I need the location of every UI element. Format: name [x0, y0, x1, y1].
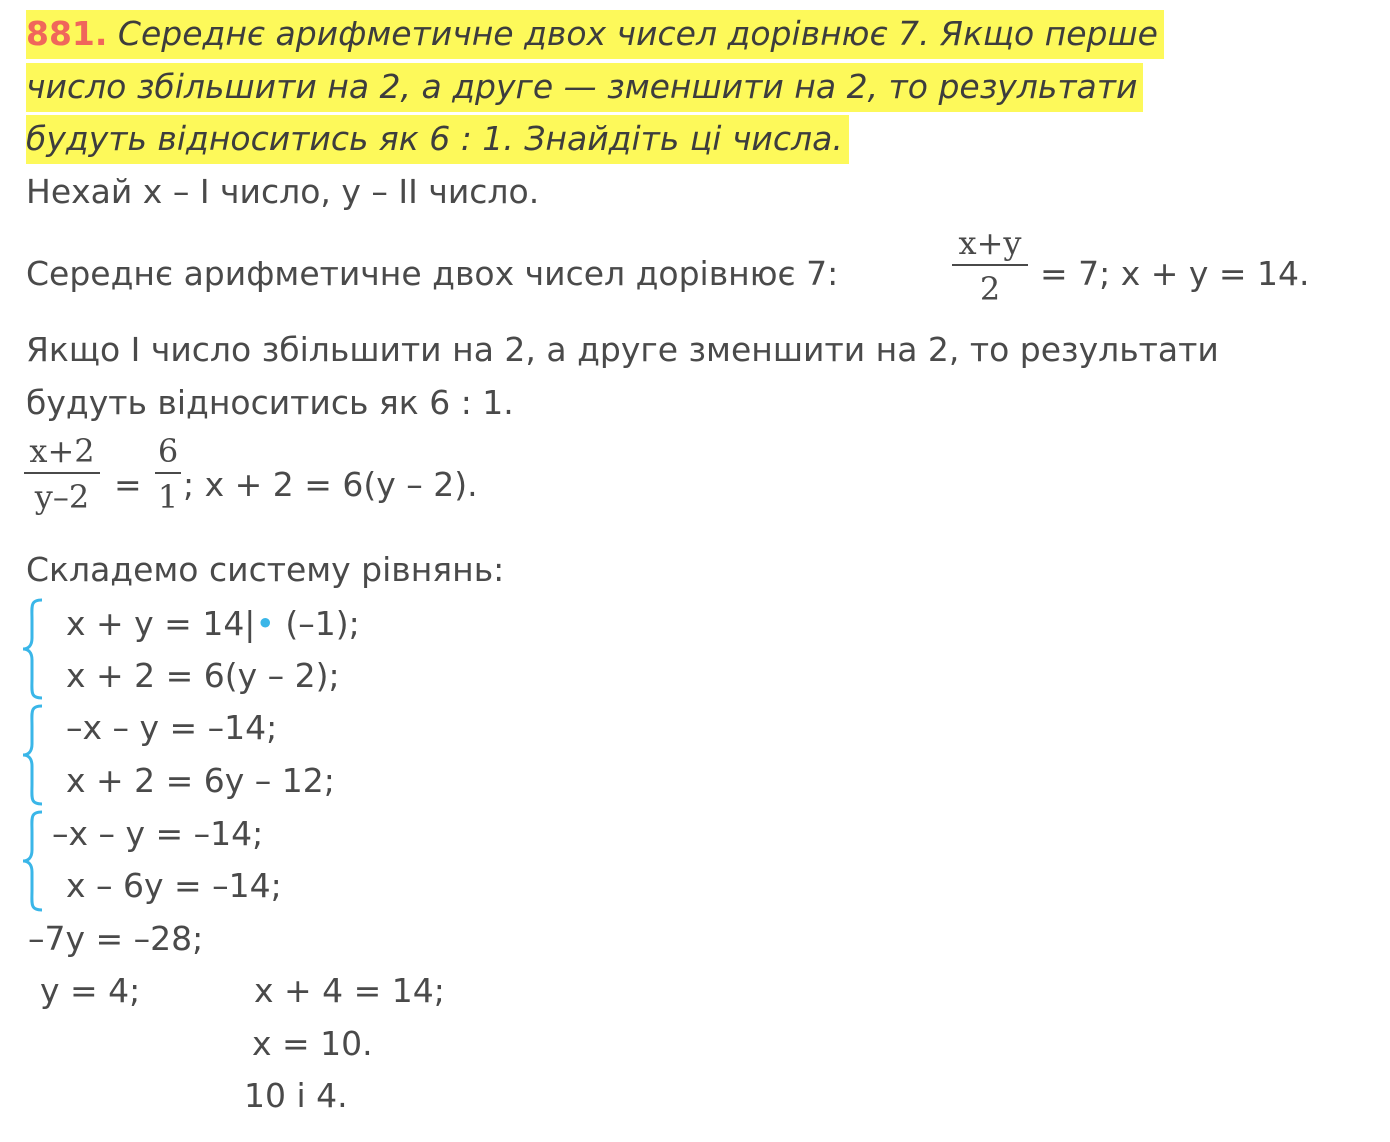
multiply-dot: • — [255, 604, 275, 643]
step-y-value: y = 4; — [40, 971, 141, 1010]
fraction-bar — [155, 472, 181, 474]
ratio-fraction-2 — [155, 432, 181, 516]
mean-result: = 7; x + y = 14. — [1040, 254, 1310, 293]
mean-fraction — [952, 224, 1028, 308]
task-text-3: будуть відноситись як 6 : 1. Знайдіть ці числа. — [26, 115, 849, 164]
ratio-fraction-1 — [24, 432, 100, 516]
mean-text: Середнє арифметичне двох чисел дорівнює 7: — [26, 254, 839, 293]
ratio-fraction-2-numerator: 6 — [157, 432, 179, 470]
let-statement: Нехай x – I число, y – II число. — [26, 172, 540, 211]
system-1-eq-2: x + 2 = 6(y – 2); — [66, 656, 340, 695]
system-2-eq-1: –x – y = –14; — [66, 708, 278, 747]
mean-fraction-denominator: 2 — [979, 270, 1001, 308]
system-3-eq-2: x – 6y = –14; — [66, 866, 282, 905]
ratio-equals: = — [114, 465, 142, 504]
system-3-eq-1: –x – y = –14; — [52, 814, 264, 853]
task-text-1: Середнє арифметичне двох чисел дорівнює 7. Якщо перше — [117, 14, 1158, 53]
system-1-eq-1: x + y = 14|• (–1); — [66, 604, 360, 643]
fraction-bar — [24, 472, 100, 474]
task-text-2: число збільшити на 2, а друге — зменшити на 2, то результати — [26, 63, 1143, 112]
task-line-2 — [26, 67, 1143, 107]
ratio-fraction-1-denominator: y–2 — [34, 478, 90, 516]
system-title: Складемо систему рівнянь: — [26, 550, 505, 589]
ratio-fraction-1-numerator: x+2 — [29, 432, 95, 470]
condition-line-2: будуть відноситись як 6 : 1. — [26, 383, 514, 422]
task-line-1 — [26, 14, 1164, 54]
mean-fraction-numerator: x+y — [958, 224, 1022, 262]
system-2-eq-2: x + 2 = 6y – 12; — [66, 761, 335, 800]
fraction-bar — [952, 264, 1028, 266]
system-brace-1 — [20, 598, 46, 700]
step-x-value: x = 10. — [252, 1024, 373, 1063]
answer: 10 і 4. — [244, 1076, 348, 1115]
task-line-3 — [26, 119, 849, 159]
condition-line-1: Якщо I число збільшити на 2, а друге зменшити на 2, то результати — [26, 330, 1219, 369]
system-brace-3 — [20, 810, 46, 912]
system-brace-2 — [20, 704, 46, 806]
step-substitute: x + 4 = 14; — [254, 971, 445, 1010]
task-number: 881. — [26, 14, 108, 53]
ratio-fraction-2-denominator: 1 — [157, 478, 179, 516]
step-eliminate: –7y = –28; — [28, 919, 204, 958]
ratio-equation: ; x + 2 = 6(y – 2). — [183, 465, 478, 504]
